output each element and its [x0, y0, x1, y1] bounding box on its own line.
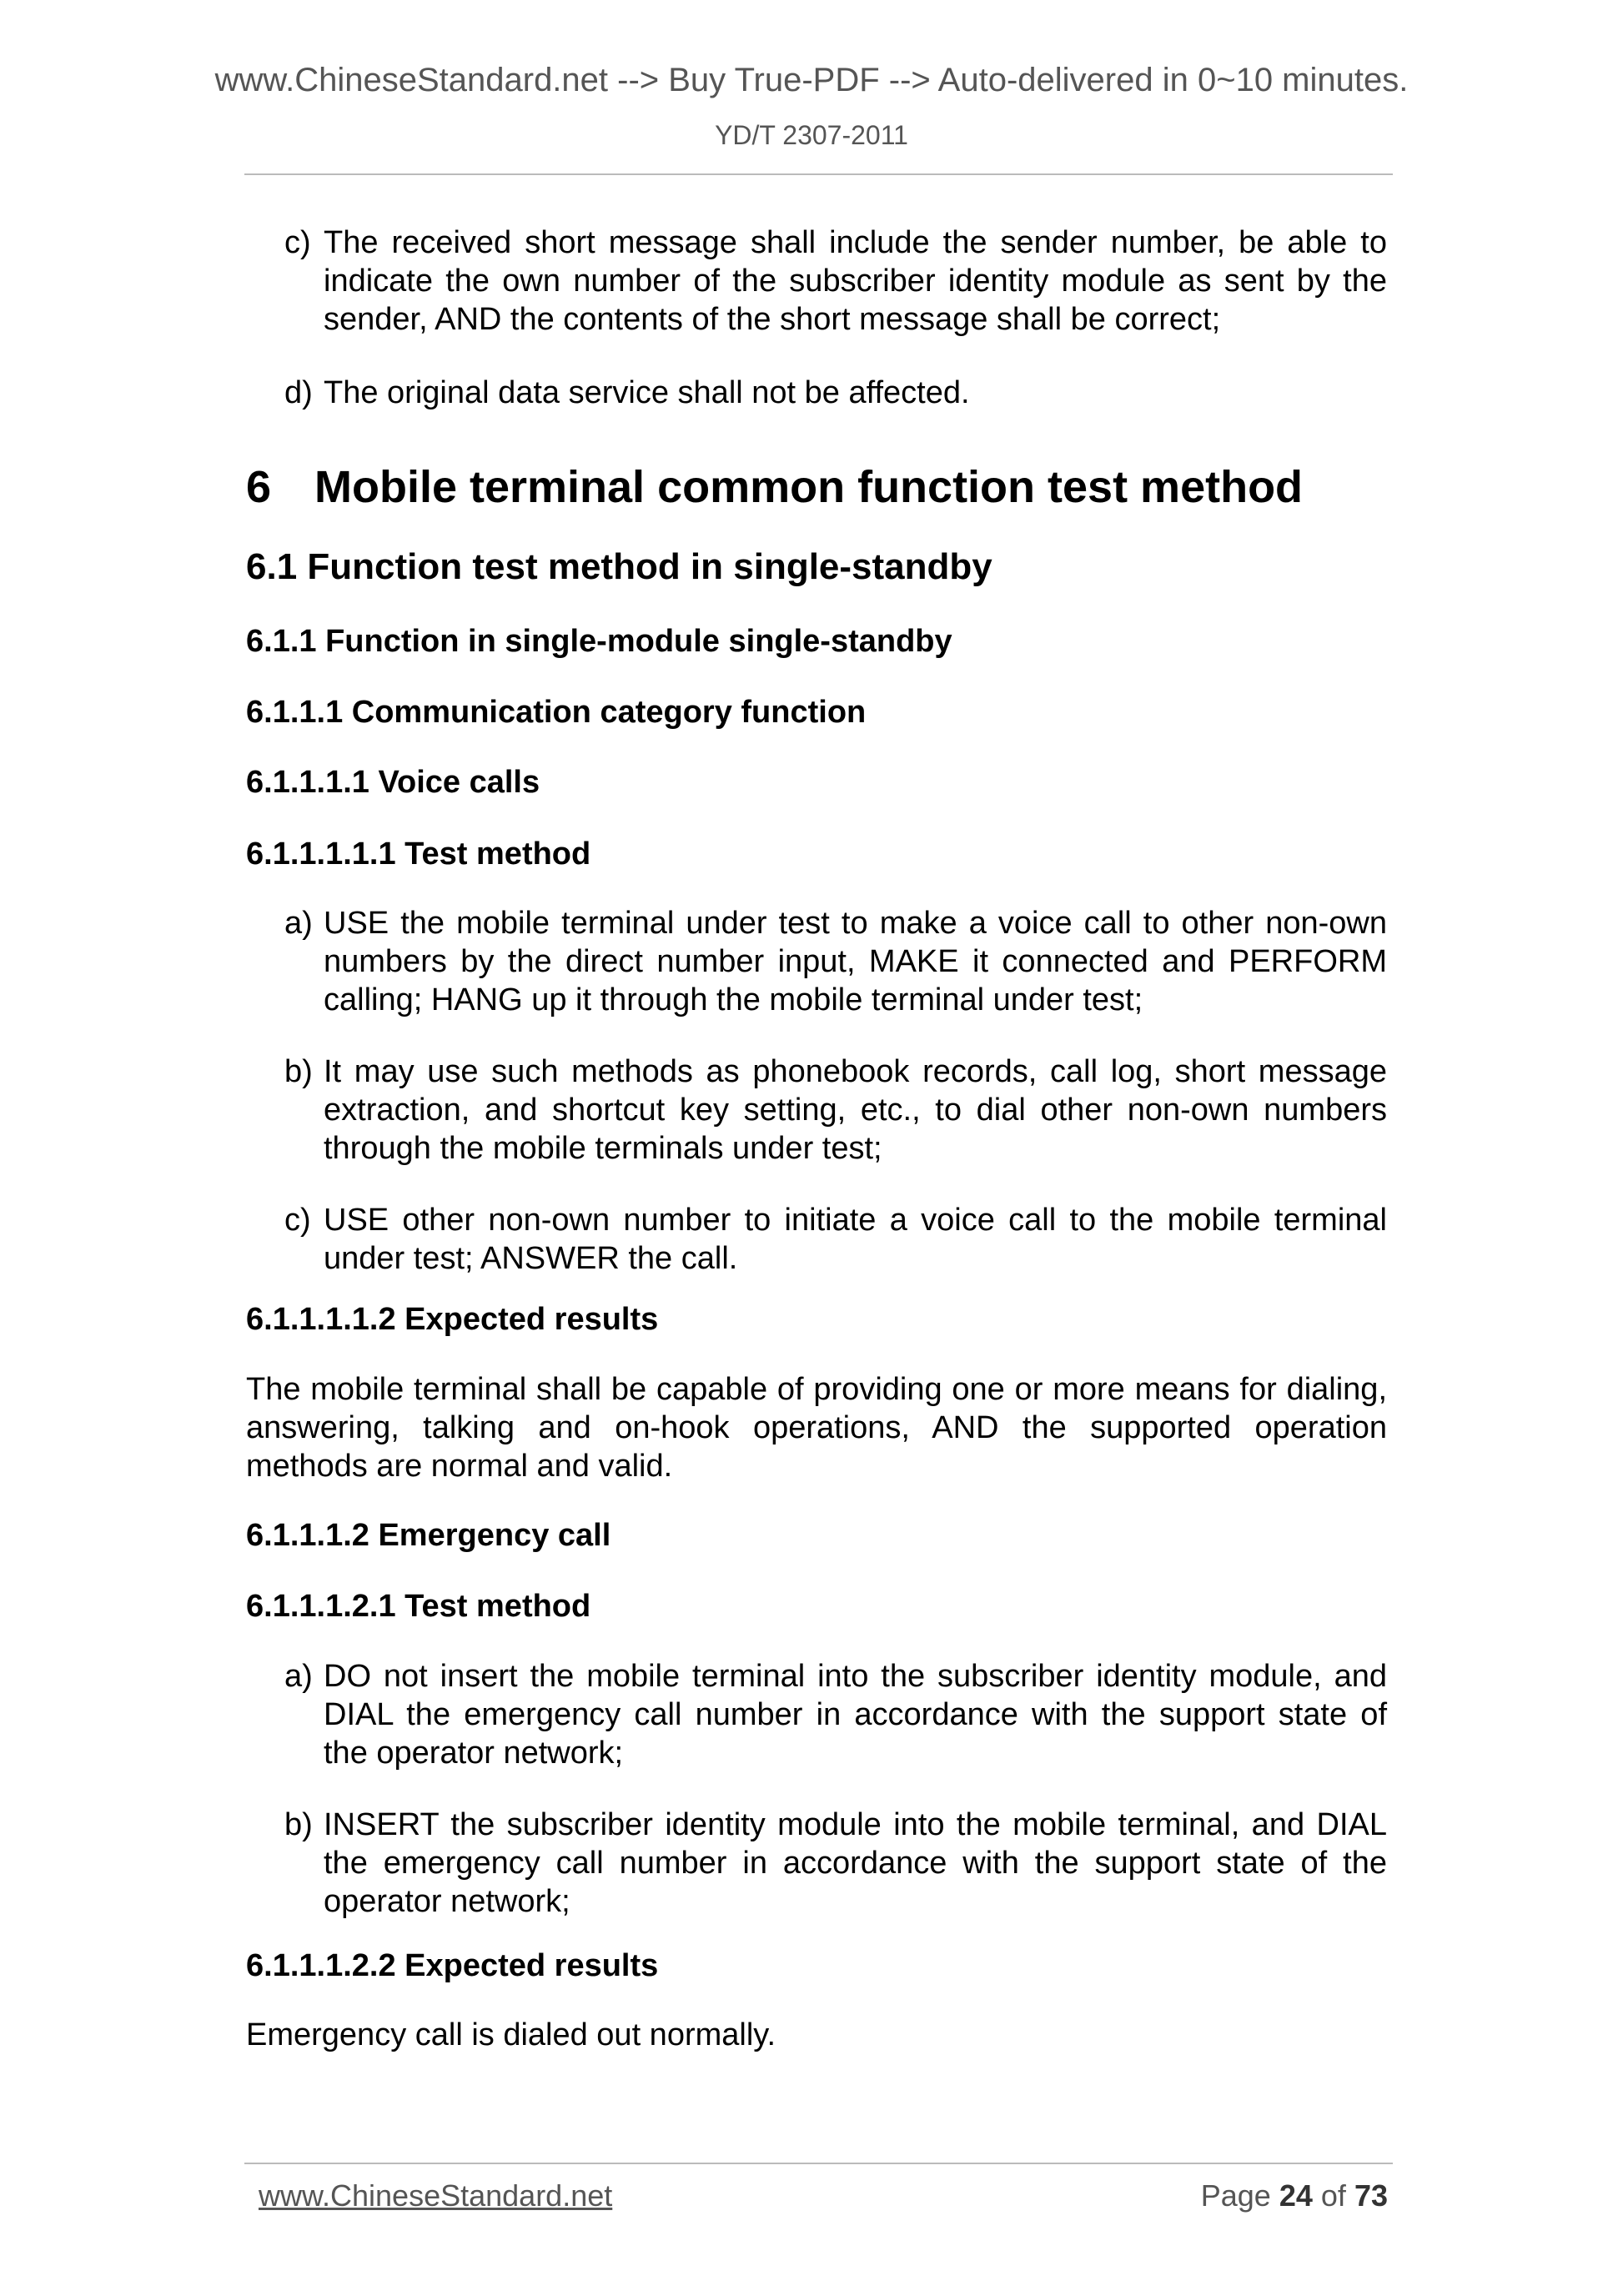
page-number: [1200, 2178, 1388, 2213]
document-code: YD/T 2307-2011: [715, 120, 908, 150]
page-total: 73: [1354, 2178, 1388, 2213]
list-item-letter: c): [284, 225, 311, 260]
clause-heading-voice-test-method: 6.1.1.1.1.1 Test method: [246, 837, 591, 872]
list-item-letter: c): [284, 1203, 311, 1238]
list-item: [284, 1053, 1387, 1168]
top-banner-link[interactable]: www.ChineseStandard.net --> Buy True-PDF --> Auto-delivered in 0~10 minutes.: [214, 62, 1409, 98]
list-item-letter: b): [284, 1054, 313, 1089]
list-item-text: The received short message shall include the sender number, be able to indicate the own number of the subscriber identity module as sent by the sender, AND the contents of the short message shall be correct;: [324, 225, 1387, 337]
list-item: [284, 904, 1387, 1019]
list-item-text: INSERT the subscriber identity module into the mobile terminal, and DIAL the emergency call number in accordance with the support state of the operator network;: [324, 1807, 1387, 1919]
list-item-text: It may use such methods as phonebook records, call log, short message extraction, and shortcut key setting, etc., to dial other non-own numbers through the mobile terminals under test;: [324, 1054, 1387, 1166]
clause-heading-emergency-expected-results: 6.1.1.1.2.2 Expected results: [246, 1948, 659, 1983]
list-item-letter: a): [284, 1659, 313, 1694]
list-item: [284, 224, 1387, 339]
list-item-letter: a): [284, 906, 313, 941]
list-item: [284, 1806, 1387, 1921]
list-item-text: The original data service shall not be affected.: [324, 375, 970, 410]
list-item: [284, 374, 1387, 412]
section-title: Mobile terminal common function test method: [314, 462, 1304, 512]
list-item: [284, 1201, 1387, 1278]
list-item: [284, 1657, 1387, 1772]
clause-heading-6-1-1-1: 6.1.1.1 Communication category function: [246, 695, 867, 730]
page-current: 24: [1279, 2178, 1313, 2213]
section-heading-6: [246, 462, 1304, 512]
list-item-letter: b): [284, 1807, 313, 1842]
clause-heading-voice-calls: 6.1.1.1.1 Voice calls: [246, 765, 540, 800]
list-item-text: USE the mobile terminal under test to make a voice call to other non-own numbers by the direct number input, MAKE it connected and PERFORM calling; HANG up it through the mobile terminal under test;: [324, 906, 1387, 1017]
clause-heading-6-1-1: 6.1.1 Function in single-module single-standby: [246, 624, 952, 659]
page-of: of: [1320, 2178, 1346, 2213]
section-number: 6: [246, 462, 272, 512]
clause-heading-emergency-call: 6.1.1.1.2 Emergency call: [246, 1518, 611, 1553]
clause-heading-voice-expected-results: 6.1.1.1.1.2 Expected results: [246, 1302, 659, 1337]
subsection-heading-6-1: 6.1 Function test method in single-standby: [246, 546, 992, 587]
paragraph: The mobile terminal shall be capable of providing one or more means for dialing, answering, talking and on-hook operations, AND the supported operation methods are normal and valid.: [246, 1372, 1387, 1484]
page-label: Page: [1200, 2178, 1271, 2213]
clause-heading-emergency-test-method: 6.1.1.1.2.1 Test method: [246, 1589, 591, 1624]
footer-divider: [244, 2163, 1393, 2164]
list-item-text: DO not insert the mobile terminal into the subscriber identity module, and DIAL the emergency call number in accordance with the support state of the operator network;: [324, 1659, 1387, 1771]
paragraph: Emergency call is dialed out normally.: [246, 2017, 776, 2052]
footer-website-link[interactable]: www.ChineseStandard.net: [259, 2178, 613, 2213]
list-item-letter: d): [284, 375, 313, 410]
list-item-text: USE other non-own number to initiate a voice call to the mobile terminal under test; ANSWER the call.: [324, 1203, 1387, 1276]
